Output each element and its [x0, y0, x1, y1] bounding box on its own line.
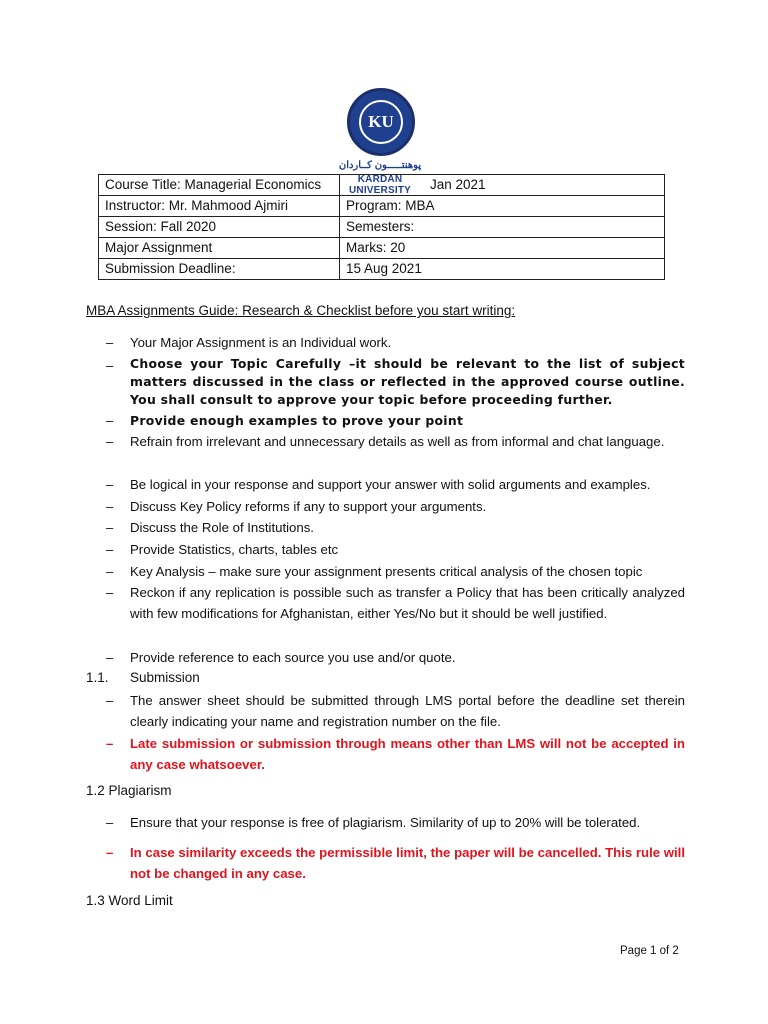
- dash-marker: –: [106, 520, 114, 535]
- logo-arabic-text: پوهنتـــــون کــاردان: [338, 160, 422, 171]
- dash-marker: –: [106, 413, 114, 428]
- table-row: [99, 238, 665, 259]
- table-row: [99, 175, 665, 196]
- dash-marker: –: [106, 499, 114, 514]
- table-cell: Major Assignment: [99, 238, 340, 259]
- dash-marker: –: [106, 736, 114, 751]
- dash-marker: –: [106, 693, 114, 708]
- section-title: Submission: [130, 670, 200, 685]
- logo-mark: KU: [359, 100, 403, 144]
- table-cell: Semesters:: [340, 217, 665, 238]
- dash-marker: –: [106, 434, 114, 449]
- dash-marker: –: [106, 564, 114, 579]
- logo-english-text: KARDAN UNIVERSITY: [348, 174, 411, 196]
- dash-marker: –: [106, 542, 114, 557]
- dash-marker: –: [106, 815, 114, 830]
- section-title: 1.3 Word Limit: [86, 893, 173, 908]
- table-cell: Session: Fall 2020: [99, 217, 340, 238]
- list-item-text: Discuss the Role of Institutions.: [130, 520, 314, 535]
- list-item-text: Ensure that your response is free of plagiarism. Similarity of up to 20% will be tolerated.: [130, 815, 641, 830]
- dash-marker: –: [106, 477, 114, 492]
- table-cell: [340, 175, 665, 196]
- table-cell: Instructor: Mr. Mahmood Ajmiri: [99, 196, 340, 217]
- list-item-text: Refrain from irrelevant and unnecessary details as well as from informal and chat language.: [130, 434, 665, 449]
- list-item-text: In case similarity exceeds the permissible limit, the paper will be cancelled. This rule will not be changed in any case.: [130, 845, 685, 881]
- list-item-text: Provide reference to each source you use and/or quote.: [130, 650, 456, 665]
- date-value: Jan 2021: [430, 177, 486, 192]
- dash-marker: –: [106, 650, 114, 665]
- section-title: 1.2 Plagiarism: [86, 783, 172, 798]
- page-number: Page 1 of 2: [620, 945, 679, 957]
- table-cell: Submission Deadline:: [99, 259, 340, 280]
- table-row: [99, 259, 665, 280]
- dash-marker: –: [106, 845, 114, 860]
- dash-marker: –: [106, 335, 114, 350]
- list-item-text: Provide Statistics, charts, tables etc: [130, 542, 339, 557]
- table-cell: Marks: 20: [340, 238, 665, 259]
- list-item-text: The answer sheet should be submitted through LMS portal before the deadline set therein clearly indicating your name and registration number on the file.: [130, 693, 685, 729]
- list-item-text: Your Major Assignment is an Individual work.: [130, 335, 392, 350]
- table-row: [99, 196, 665, 217]
- logo-seal-icon: [347, 88, 415, 156]
- dash-marker: –: [106, 585, 114, 600]
- list-item-text: Choose your Topic Carefully –it should be relevant to the list of subject matters discussed in the class or reflected in the approved course outline. You shall consult to approve your topic before proceeding further.: [130, 356, 685, 407]
- table-cell: Course Title: Managerial Economics: [99, 175, 340, 196]
- table-cell: 15 Aug 2021: [340, 259, 665, 280]
- list-item-text: Late submission or submission through means other than LMS will not be accepted in any case whatsoever.: [130, 736, 685, 772]
- course-info-table: [98, 174, 665, 280]
- section-number: 1.1.: [86, 670, 109, 685]
- table-cell: Program: MBA: [340, 196, 665, 217]
- table-row: [99, 217, 665, 238]
- list-item-text: Discuss Key Policy reforms if any to support your arguments.: [130, 499, 487, 514]
- list-item-text: Reckon if any replication is possible such as transfer a Policy that has been critically analyzed with few modifications for Afghanistan, either Yes/No but it should be well justified.: [130, 585, 685, 621]
- list-item-text: Be logical in your response and support your answer with solid arguments and examples.: [130, 477, 651, 492]
- list-item-text: Provide enough examples to prove your point: [130, 413, 464, 428]
- list-item-text: Key Analysis – make sure your assignment presents critical analysis of the chosen topic: [130, 564, 643, 579]
- dash-marker: –: [106, 358, 114, 373]
- guide-title: MBA Assignments Guide: Research & Checklist before you start writing:: [86, 303, 516, 318]
